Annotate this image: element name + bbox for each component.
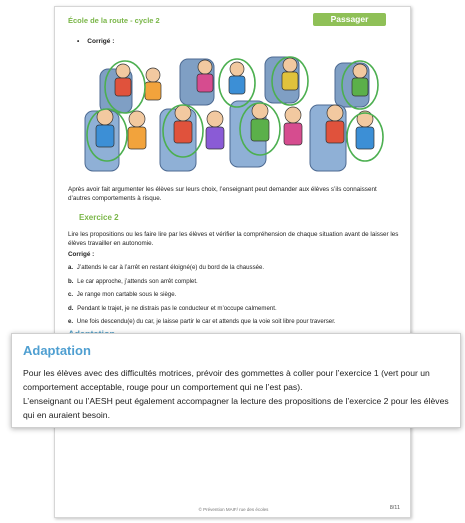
bus-passengers-illustration	[65, 49, 390, 177]
list-item: c. Je range mon cartable sous le siège.	[68, 291, 177, 298]
callout-paragraph-1: Pour les élèves avec des difficultés motrices, prévoir des gommettes à coller pour l’exercice 1 (vert pour un comportement acceptable, rouge pour un comportement qui ne l’est pas).	[23, 368, 430, 392]
corrige-label: Corrigé :	[87, 38, 115, 45]
footer-credit: © Prévention MAIF/ rue des écoles	[198, 507, 269, 512]
list-item: a. J’attends le car à l’arrêt en restant éloigné(e) du bord de la chaussée.	[68, 264, 265, 271]
list-item: e. Une fois descendu(e) du car, je laisse partir le car et attends que la voie soit libre pour traverser.	[68, 318, 336, 325]
bullet-dot: •	[77, 38, 80, 45]
exercise-2-title: Exercice 2	[79, 213, 119, 222]
corrige-bullet	[77, 38, 114, 45]
list-item: d. Pendant le trajet, je ne distrais pas le conducteur et m’occupe calmement.	[68, 304, 277, 312]
list-item: b. Le car approche, j’attends son arrêt complet.	[68, 277, 198, 285]
adaptation-callout	[11, 333, 461, 428]
callout-paragraph-2: L’enseignant ou l’AESH peut également accompagner la lecture des propositions de l’exercice 2 pour les élèves qui en auraient besoin.	[23, 396, 449, 420]
paragraph-discussion: Après avoir fait argumenter les élèves sur leurs choix, l’enseignant peut demander aux élèves s’ils connaissent d’autres comportements à risque.	[68, 186, 377, 203]
header-tag-passager: Passager	[313, 13, 386, 26]
callout-title: Adaptation	[23, 343, 91, 358]
answer-list	[68, 261, 403, 329]
header-title: École de la route - cycle 2	[68, 16, 160, 25]
paragraph-instructions: Lire les propositions ou les faire lire par les élèves et vérifier la compréhension de chaque situation avant de laisser les élèves travailler en autonomie.	[68, 231, 399, 248]
corrige-label-2: Corrigé :	[68, 251, 95, 258]
document-page	[54, 6, 411, 518]
page-number: 8/11	[389, 505, 400, 511]
